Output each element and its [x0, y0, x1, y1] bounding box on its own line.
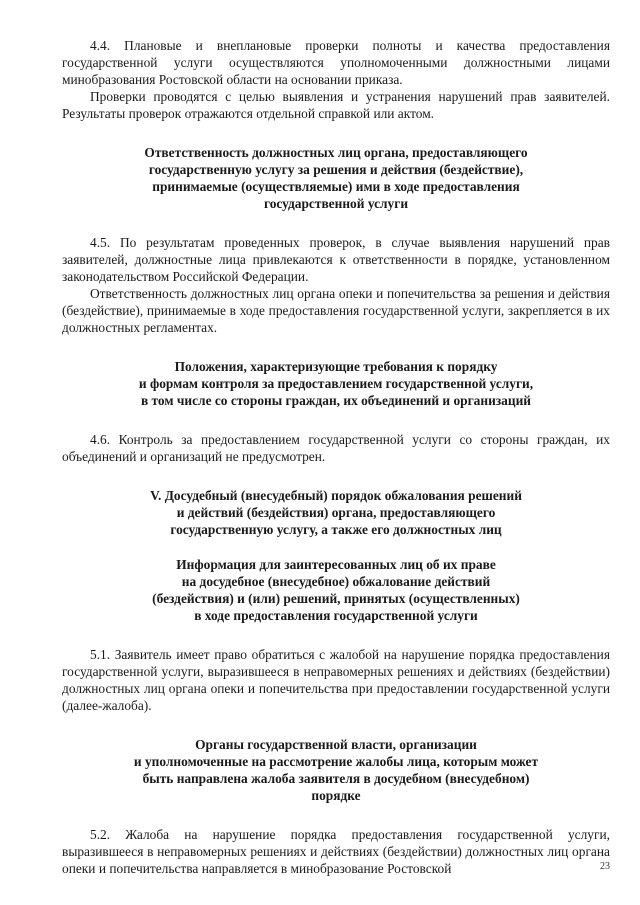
heading-line: государственной услуги	[263, 196, 409, 211]
heading-information-rights	[62, 556, 610, 624]
heading-line: в ходе предоставления государственной услуги	[194, 608, 478, 623]
heading-line: Положения, характеризующие требования к порядку	[174, 359, 498, 374]
heading-line: государственную услугу, а также его должностных лиц	[170, 522, 502, 537]
heading-line: V. Досудебный (внесудебный) порядок обжалования решений	[150, 488, 522, 503]
paragraph-4-5: 4.5. По результатам проведенных проверок, в случае выявления нарушений прав заявителей, должностные лица привлекаются к ответственности в порядке, установленном законодательством Российской Федерации.	[62, 235, 610, 284]
heading-section-v	[62, 487, 610, 538]
paragraph-5-1: 5.1. Заявитель имеет право обратиться с жалобой на нарушение порядка предоставления государственной услуги, выразившееся в неправомерных решениях и действиях (бездействии) должностных лиц органа опеки и попечительства при предоставлении государственной услуги (далее-жалоба).	[62, 647, 610, 713]
paragraph-4-4: 4.4. Плановые и внеплановые проверки полноты и качества предоставления государственной услуги осуществляются уполномоченными должностными лицами минобразования Ростовской области на основании приказа.	[62, 38, 610, 87]
heading-line: принимаемые (осуществляемые) ими в ходе предоставления	[152, 179, 520, 194]
page-number: 23	[600, 861, 610, 872]
heading-control-provisions	[62, 358, 610, 409]
heading-line: (бездействия) и (или) решений, принятых (осуществленных)	[152, 591, 520, 606]
paragraph-4-6: 4.6. Контроль за предоставлением государственной услуги со стороны граждан, их объединений и организаций не предусмотрен.	[62, 432, 610, 464]
heading-line: Органы государственной власти, организации	[195, 737, 477, 752]
document-body	[62, 37, 610, 877]
heading-line: быть направлена жалоба заявителя в досудебном (внесудебном)	[142, 771, 530, 786]
heading-line: на досудебное (внесудебное) обжалование действий	[181, 574, 491, 589]
heading-line: и действий (бездействия) органа, предоставляющего	[176, 505, 496, 520]
heading-responsibility	[62, 144, 610, 212]
heading-authorities	[62, 736, 610, 804]
heading-line: Ответственность должностных лиц органа, предоставляющего	[144, 145, 528, 160]
paragraph-checks: Проверки проводятся с целью выявления и устранения нарушений прав заявителей. Результаты проверок отражаются отдельной справкой или актом.	[62, 89, 610, 121]
heading-line: и уполномоченные на рассмотрение жалобы лица, которым может	[133, 754, 539, 769]
paragraph-5-2: 5.2. Жалоба на нарушение порядка предоставления государственной услуги, выразившееся в неправомерных решениях и действиях (бездействии) должностных лиц органа опеки и попечительства направляется в минобразование Ростовской	[62, 827, 610, 876]
heading-line: государственную услугу за решения и действия (бездействие),	[148, 162, 524, 177]
paragraph-responsibility: Ответственность должностных лиц органа опеки и попечительства за решения и действия (бездействие), принимаемые в ходе предоставления государственной услуги, закрепляется в их должностных регламентах.	[62, 286, 610, 335]
heading-line: Информация для заинтересованных лиц об их праве	[176, 557, 496, 572]
heading-line: в том числе со стороны граждан, их объединений и организаций	[140, 393, 532, 408]
heading-line: и формам контроля за предоставлением государственной услуги,	[138, 376, 534, 391]
heading-line: порядке	[311, 788, 361, 803]
